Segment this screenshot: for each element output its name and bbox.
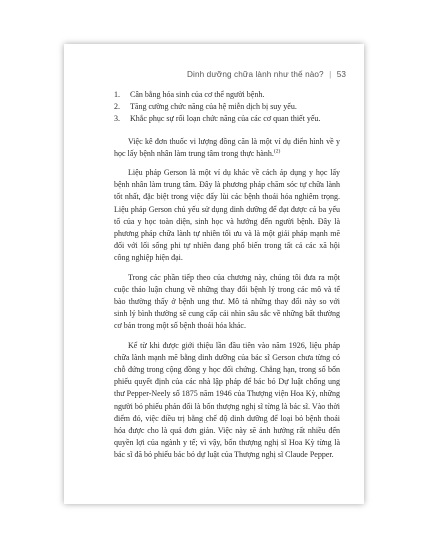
paragraph-text: Liệu pháp Gerson là một ví dụ khác về cách áp dụng y học lấy bệnh nhân làm trung tâm. Đây là phương pháp chăm sóc tự chữa lành tốt nhất, đặc biệt trong việc đẩy lùi các bệnh thoái hóa nghiêm trọng. Liệu pháp Gerson chủ yếu sử dụng dinh dưỡng để đạt được cả ba yếu tố của y học toàn diện, sinh học và hướng đến người bệnh. Đây là phương pháp chữa lành tự nhiên tối ưu và là một giải pháp mạnh mẽ đối với lối sống phi tự nhiên đang phổ biến trong tất cả các xã hội công nghiệp hiện đại.: [114, 168, 340, 263]
list-item-number: 2.: [114, 102, 120, 112]
list-item-number: 3.: [114, 114, 120, 124]
list-item-text: Khắc phục sự rối loạn chức năng của các cơ quan thiết yếu.: [130, 114, 321, 124]
paragraph-text: Trong các phần tiếp theo của chương này, chúng tôi đưa ra một cuộc thảo luận chung về những thay đổi bệnh lý trong các mô và tế bào thường thấy ở bệnh ung thư. Mô tả những thay đổi này so với sinh lý bình thường sẽ cung cấp cái nhìn sâu sắc về những bất thường cơ bản trong một số bệnh thoái hóa khác.: [114, 272, 340, 331]
page-body: [114, 89, 340, 469]
list-item-text: Cân bằng hóa sinh của cơ thể người bệnh.: [130, 90, 265, 99]
header-separator: |: [329, 70, 332, 79]
list-item-text: Tăng cường chức năng của hệ miễn dịch bị suy yếu.: [130, 102, 297, 112]
paragraph-text: Việc kê đơn thuốc vi lượng đồng căn là một ví dụ điển hình về y học lấy bệnh nhân làm trung tâm trong thực hành.: [114, 136, 340, 158]
footnote-marker[interactable]: (2): [273, 148, 281, 155]
book-page: [64, 44, 364, 504]
numbered-list: [114, 89, 340, 126]
paragraph: [114, 136, 340, 160]
header-title: Dinh dưỡng chữa lành như thế nào?: [187, 70, 324, 79]
running-header: [64, 70, 346, 79]
list-item: [114, 89, 340, 101]
paragraph: [114, 272, 340, 333]
list-item: [114, 113, 340, 125]
list-item: [114, 101, 340, 113]
paragraph: [114, 167, 340, 265]
list-item-number: 1.: [114, 90, 120, 99]
page-number: 53: [336, 70, 346, 79]
paragraph: [114, 340, 340, 462]
paragraph-text: Kể từ khi được giới thiệu lần đầu tiên vào năm 1926, liệu pháp chữa lành mạnh mẽ bằng dinh dưỡng của bác sĩ Gerson chưa từng có chỗ đứng trong cộng đồng y học đối chứng. Chẳng hạn, trong số bốn phiếu quyết định của các nhà lập pháp để bác bỏ Dự luật chống ung thư Pepper-Neely số 1875 năm 1946 của Thượng viện Hoa Kỳ, những người bỏ phiếu phản đối là bốn thượng nghị sĩ từng là bác sĩ. Vào thời điểm đó, việc điều trị bằng chế độ dinh dưỡng để loại bỏ bệnh thoái hóa được cho là quá đơn giản. Việc này sẽ ảnh hưởng rất nhiều đến quyền lợi của ngành y tế; vì vậy, bốn thượng nghị sĩ Hoa Kỳ từng là bác sĩ đã bỏ phiếu bác bỏ dự luật của Thượng nghị sĩ Claude Pepper.: [114, 340, 340, 460]
